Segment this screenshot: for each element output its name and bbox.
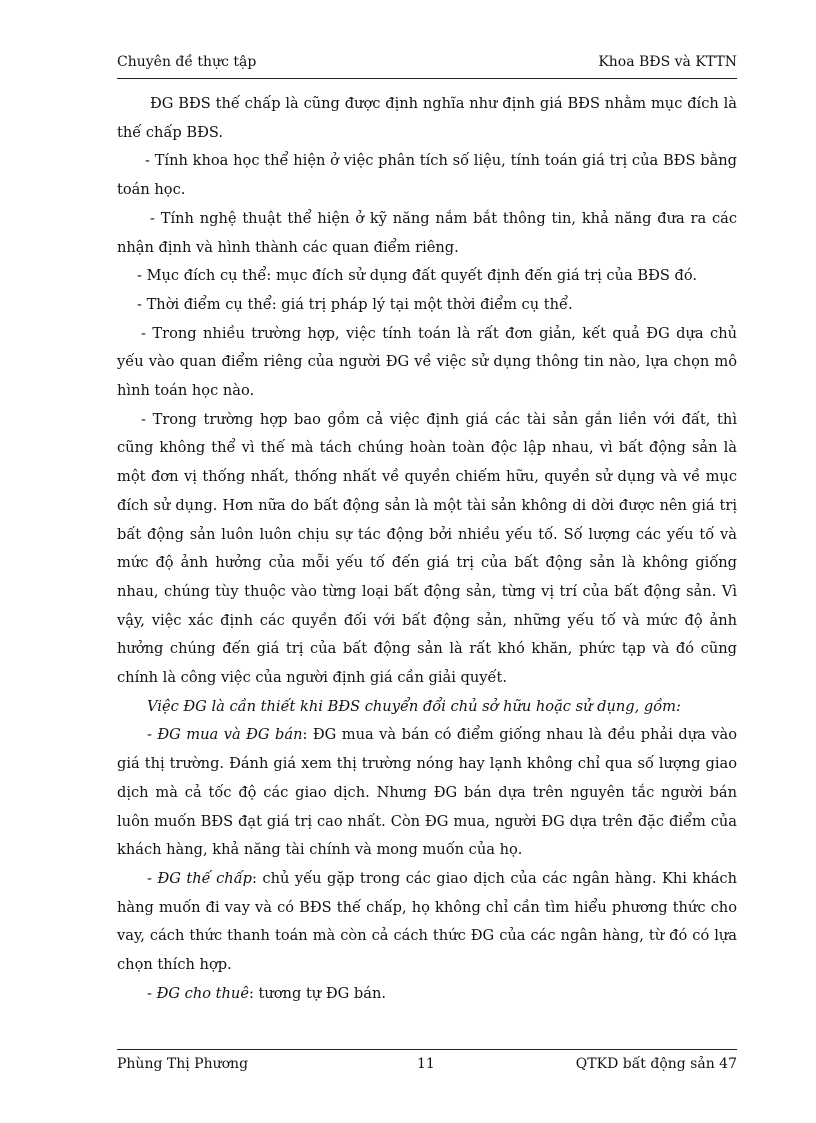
page-footer <box>117 1056 737 1078</box>
page-header <box>117 54 737 76</box>
paragraph: - Tính nghệ thuật thể hiện ở kỹ năng nắm bắt thông tin, khả năng đưa ra các nhận định và hình thành các quan điểm riêng. <box>117 209 737 256</box>
paragraph: - Trong trường hợp bao gồm cả việc định giá các tài sản gắn liền với đất, thì cũng không thể vì thế mà tách chúng hoàn toàn độc lập nhau, vì bất động sản là một đơn vị thống nhất, thống nhất về quyền chiếm hữu, quyền sử dụng và về mục đích sử dụng. Hơn nữa do bất động sản là một tài sản không di dời được nên giá trị bất động sản luôn luôn chịu sự tác động bởi nhiều yếu tố. Số lượng các yếu tố và mức độ ảnh hưởng của mỗi yếu tố đến giá trị của bất động sản là không giống nhau, chúng tùy thuộc vào từng loại bất động sản, từng vị trí của bất động sản. Vì vậy, việc xác định các quyền đối với bất động sản, những yếu tố và mức độ ảnh hưởng chúng đến giá trị của bất động sản là rất khó khăn, phức tạp và đó cũng chính là công việc của người định giá cần giải quyết. <box>117 410 737 687</box>
paragraph: - Thời điểm cụ thể: giá trị pháp lý tại một thời điểm cụ thể. <box>137 295 573 313</box>
paragraph: - Tính khoa học thể hiện ở việc phân tích số liệu, tính toán giá trị của BĐS bằng toán học. <box>117 152 737 199</box>
footer-divider <box>117 1049 737 1050</box>
header-right: Khoa BĐS và KTTN <box>598 54 737 70</box>
paragraph: ĐG BĐS thế chấp là cũng được định nghĩa như định giá BĐS nhằm mục đích là thế chấp BĐS. <box>117 95 737 141</box>
page-number: 11 <box>417 1056 435 1072</box>
paragraph: - ĐG thế chấp: chủ yếu gặp trong các giao dịch của các ngân hàng. Khi khách hàng muốn đi vay và có BĐS thế chấp, họ không chỉ cần tìm hiểu phương thức cho vay, cách thức thanh toán mà còn cả cách thức ĐG của các ngân hàng, từ đó có lựa chọn thích hợp. <box>117 869 737 974</box>
paragraph: - Mục đích cụ thể: mục đích sử dụng đất quyết định đến giá trị của BĐS đó. <box>137 267 697 285</box>
footer-author: Phùng Thị Phương <box>117 1056 249 1072</box>
footer-right: QTKD bất động sản 47 <box>575 1056 737 1072</box>
paragraph: - ĐG cho thuê: tương tự ĐG bán. <box>147 984 386 1002</box>
paragraph: - ĐG mua và ĐG bán: ĐG mua và bán có điểm giống nhau là đều phải dựa vào giá thị trường. Đánh giá xem thị trường nóng hay lạnh không chỉ qua số lượng giao dịch mà cả tốc độ các giao dịch. Nhưng ĐG bán dựa trên nguyên tắc người bán luôn muốn BĐS đạt giá trị cao nhất. Còn ĐG mua, người ĐG dựa trên đặc điểm của khách hàng, khả năng tài chính và mong muốn của họ. <box>117 726 737 859</box>
header-divider <box>117 78 737 79</box>
body-text <box>117 90 737 1009</box>
header-left: Chuyên đề thực tập <box>117 54 257 70</box>
paragraph: - Trong nhiều trường hợp, việc tính toán là rất đơn giản, kết quả ĐG dựa chủ yếu vào quan điểm riêng của người ĐG về việc sử dụng thông tin nào, lựa chọn mô hình toán học nào. <box>117 324 737 400</box>
italic-heading: Việc ĐG là cần thiết khi BĐS chuyển đổi chủ sở hữu hoặc sử dụng, gồm: <box>147 697 681 715</box>
